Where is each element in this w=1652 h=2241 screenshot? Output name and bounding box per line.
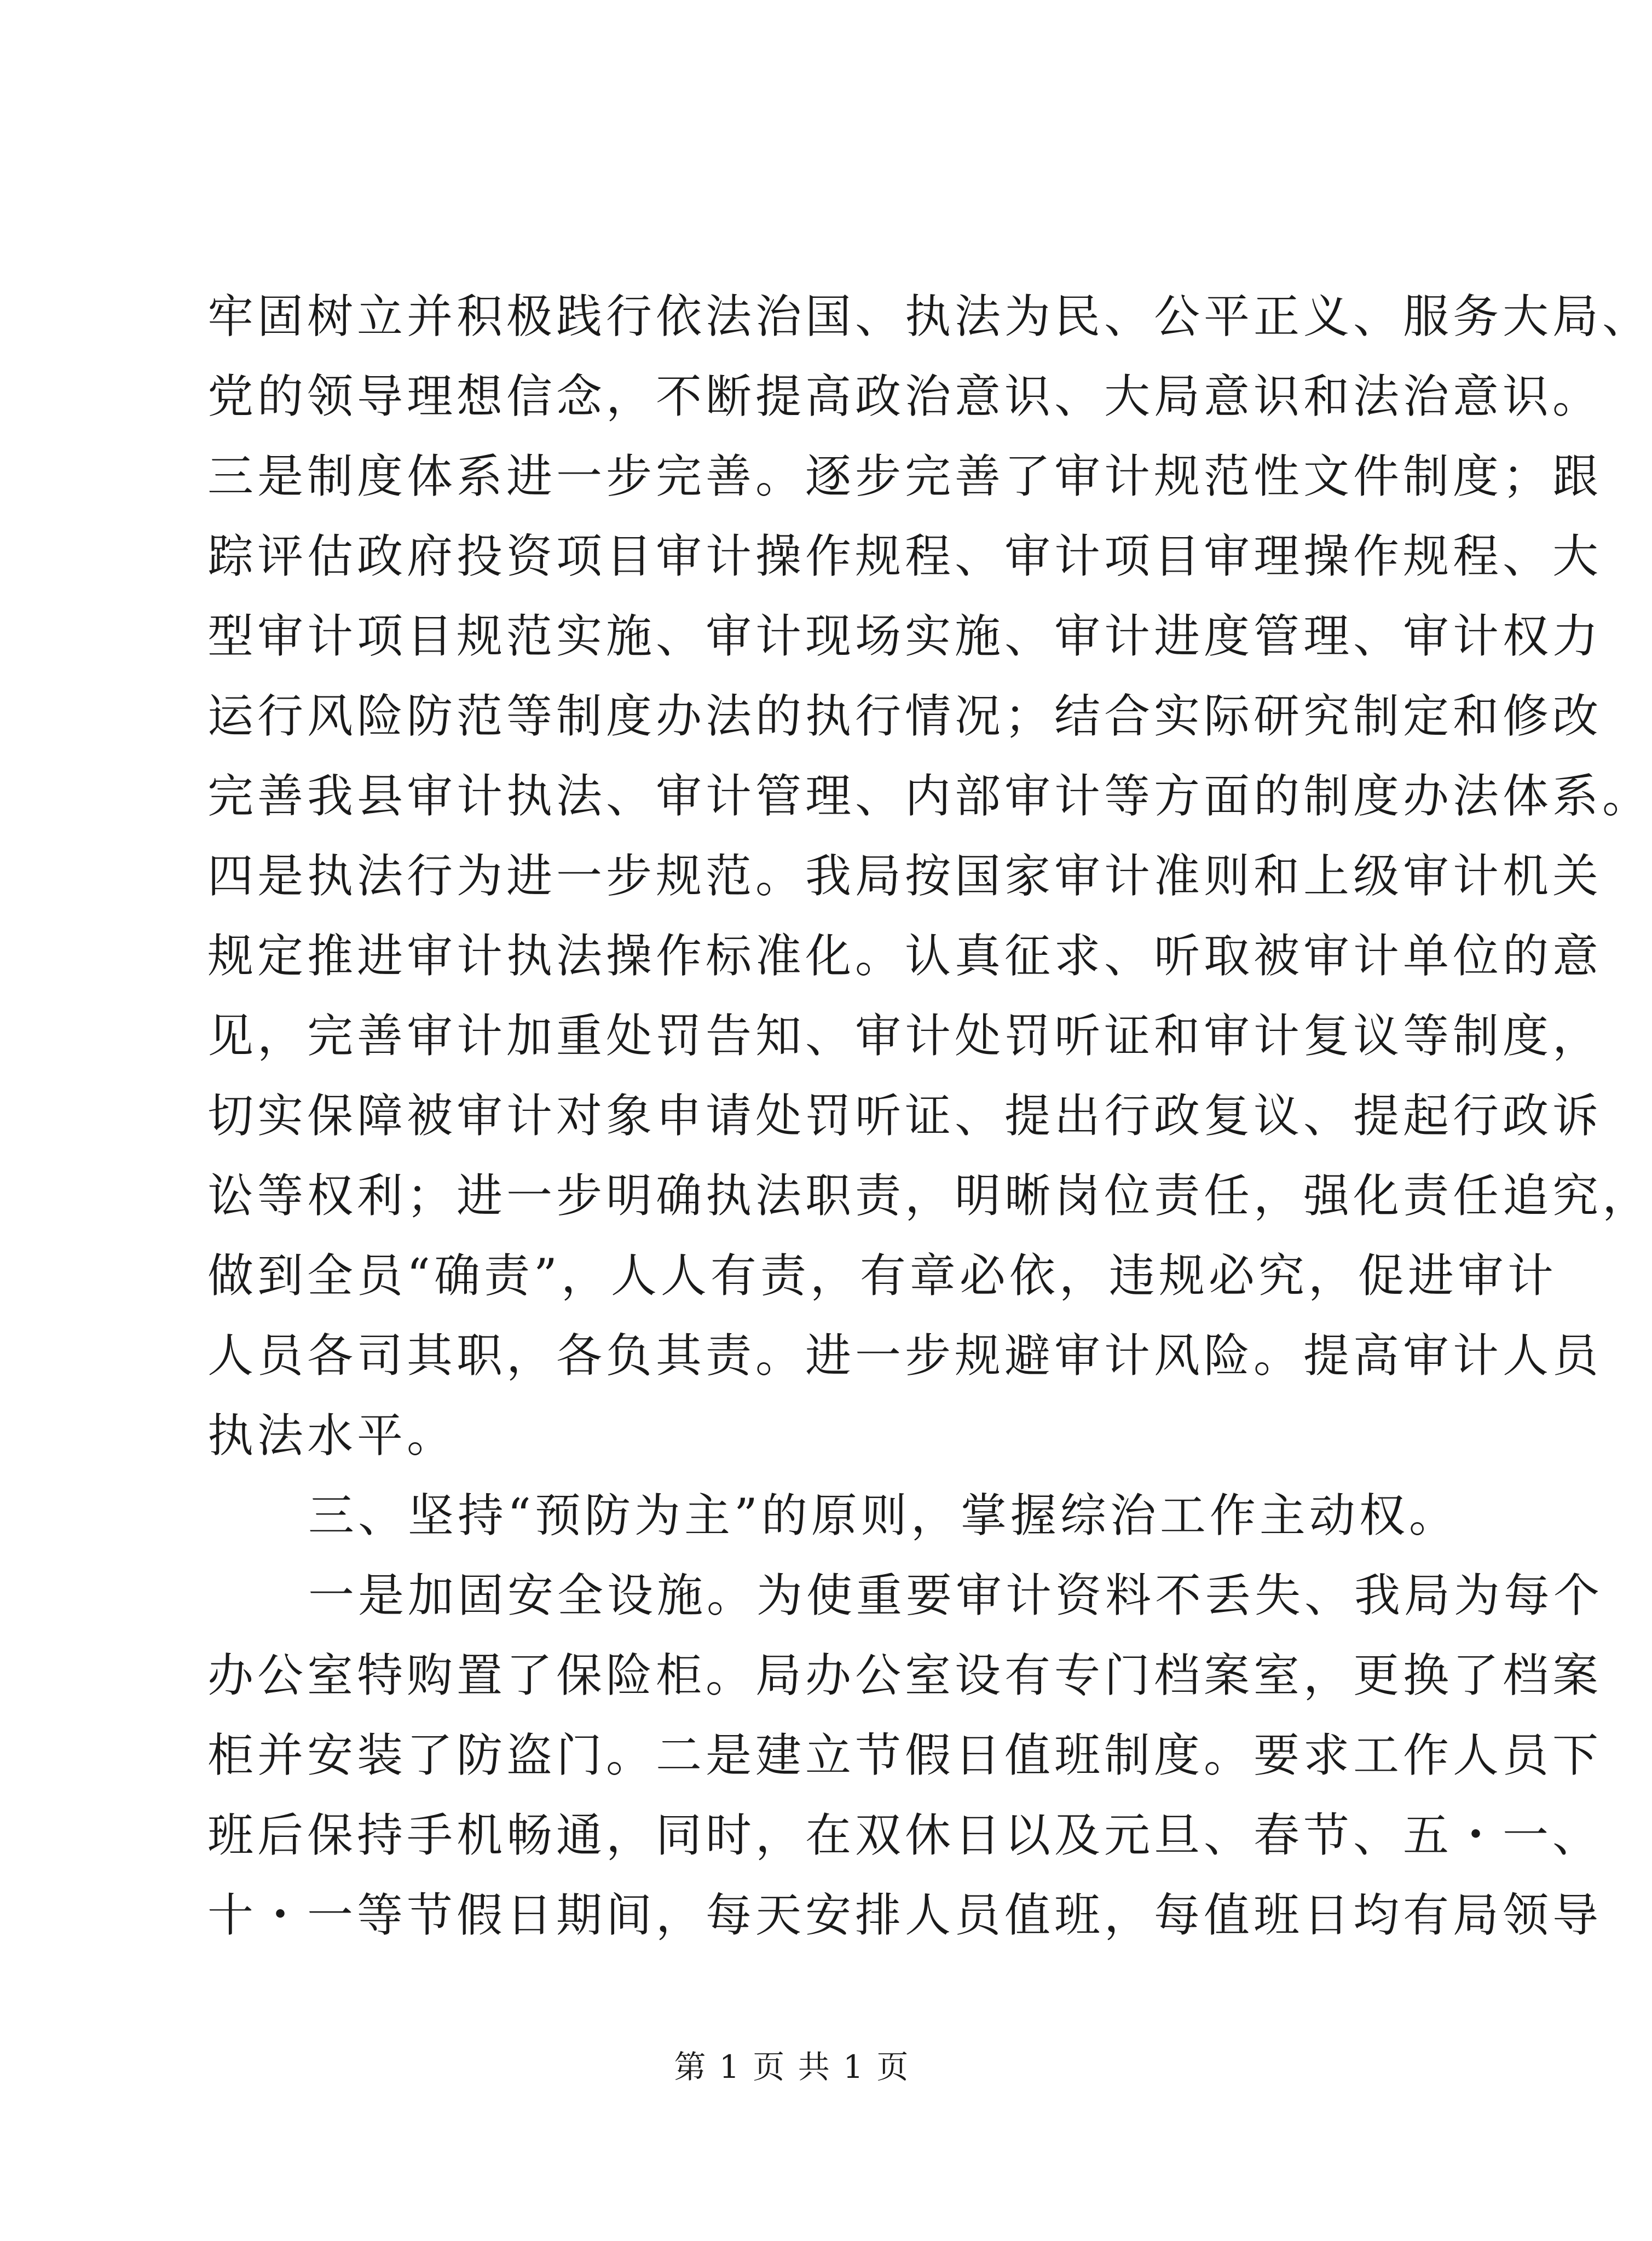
text-line: 三、坚持“预防为主”的原则，掌握综治工作主动权。 <box>308 1489 1459 1542</box>
text-line: 三是制度体系进一步完善。逐步完善了审计规范性文件制度；跟 <box>207 450 1603 503</box>
text-line: 踪评估政府投资项目审计操作规程、审计项目审理操作规程、大 <box>207 529 1603 583</box>
text-line: 四是执法行为进一步规范。我局按国家审计准则和上级审计机关 <box>207 849 1603 903</box>
text-line: 见，完善审计加重处罚告知、审计处罚听证和审计复议等制度， <box>207 1009 1603 1063</box>
text-line: 一是加固安全设施。为使重要审计资料不丢失、我局为每个 <box>308 1569 1604 1622</box>
text-line: 做到全员“确责”，人人有责，有章必依，违规必究，促进审计 <box>207 1249 1557 1303</box>
text-line: 切实保障被审计对象申请处罚听证、提出行政复议、提起行政诉 <box>207 1089 1603 1143</box>
text-line: 讼等权利；进一步明确执法职责，明晰岗位责任，强化责任追究， <box>207 1169 1652 1223</box>
text-line: 型审计项目规范实施、审计现场实施、审计进度管理、审计权力 <box>207 609 1603 663</box>
text-line: 人员各司其职，各负其责。进一步规避审计风险。提高审计人员 <box>207 1329 1603 1382</box>
text-line: 党的领导理想信念，不断提高政治意识、大局意识和法治意识。 <box>207 370 1603 423</box>
text-line: 办公室特购置了保险柜。局办公室设有专门档案室，更换了档案 <box>207 1649 1603 1702</box>
text-line: 规定推进审计执法操作标准化。认真征求、听取被审计单位的意 <box>207 929 1603 983</box>
document-body <box>207 276 1652 1955</box>
text-line: 班后保持手机畅通，同时，在双休日以及元旦、春节、五・一、 <box>207 1808 1603 1862</box>
text-line: 完善我县审计执法、审计管理、内部审计等方面的制度办法体系。 <box>207 769 1652 823</box>
text-line: 运行风险防范等制度办法的执行情况；结合实际研究制定和修改 <box>207 689 1603 743</box>
text-line: 柜并安装了防盗门。二是建立节假日值班制度。要求工作人员下 <box>207 1729 1603 1782</box>
text-line: 牢固树立并积极践行依法治国、执法为民、公平正义、服务大局、 <box>207 290 1652 343</box>
page-footer: 第 1 页 共 1 页 <box>674 2048 910 2086</box>
text-line: 执法水平。 <box>207 1409 457 1462</box>
text-line: 十・一等节假日期间，每天安排人员值班，每值班日均有局领导 <box>207 1888 1603 1942</box>
